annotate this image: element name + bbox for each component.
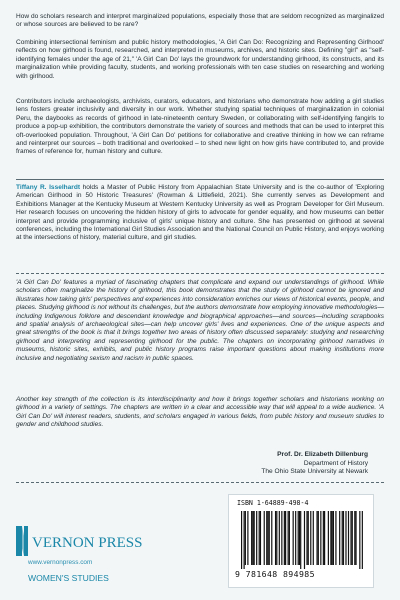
barcode-bar	[362, 511, 363, 569]
barcode-bar	[252, 511, 253, 565]
barcode-bar	[275, 511, 276, 565]
barcode-bar	[281, 511, 282, 565]
author-name: Tiffany R. Isselhardt	[16, 184, 81, 191]
barcode-bar	[359, 511, 360, 569]
barcode-bar	[247, 511, 248, 565]
barcode-bar	[245, 511, 246, 565]
divider-bottom	[16, 482, 384, 483]
barcode-bar	[293, 511, 294, 565]
barcode-bar	[295, 511, 296, 565]
barcode-bar	[260, 511, 261, 565]
barcode-bar	[355, 511, 356, 565]
barcode-bar	[264, 511, 265, 565]
barcode-bar	[339, 511, 340, 565]
reviewer-name: Prof. Dr. Elizabeth Dillenburg	[277, 451, 368, 458]
barcode-bar	[333, 511, 334, 565]
series-label: WOMEN'S STUDIES	[28, 573, 109, 583]
barcode-bar	[316, 511, 317, 565]
barcode-bar	[289, 511, 290, 565]
author-bio-text: holds a Master of Public History from Appalachian State University and is the co-author of 'Exploring American Girlhood in 50 Historic Treasures' (Rowman & Littlefield, 2021). She currently serves as Development and Exhibitions Manager at the Kentucky Museum at Western Kentucky University as well as Program Developer for Girl Museum. Her research focuses on uncovering the hidden history of girls to advocate for gender equality, and how museums can better interpret and provide programming inclusive of girls' unique history and culture. She has presented on girlhood at several conferences, including the International Girl Studies Association and the National Council on Public History, and enjoys working at the intersections of history, material culture, and girl studies.	[16, 184, 384, 242]
barcode-bar	[267, 511, 268, 565]
barcode-bar	[299, 511, 300, 565]
publisher-logo	[16, 524, 166, 563]
barcode-bar	[279, 511, 280, 565]
barcode-bar	[324, 511, 325, 565]
reviewer-department: Department of History	[303, 459, 368, 467]
isbn-barcode	[228, 494, 374, 588]
barcode-bar	[308, 511, 309, 565]
intro-combining: Combining intersectional feminism and public history methodologies, 'A Girl Can Do: Recognizing and Representing Girlhood' reflects on how girlhood is found, researched, and interpreted in museums, archives, and historic sites. Defining "girl" as "self-identifying females under the age of 21," 'A Girl Can Do' lays the groundwork for understanding girlhood, its constructs, and its marginalization while providing faculty, students, and working professionals with ten case studies on researching and working with girlhood.	[16, 39, 384, 80]
publisher-logo-text: VERNON PRESS	[32, 535, 143, 551]
barcode-bar	[352, 511, 353, 565]
barcode-graphic	[241, 511, 363, 569]
review-paragraph-2: Another key strength of the collection is its interdisciplinarity and how it brings together scholars and historians working on girlhood in a variety of settings. The chapters are written in a clear and accessible way that will appeal to a wide audience. 'A Girl Can Do' will interest readers, students, and scholars engaged in various fields, from public history and museum studies to gender and childhood studies.	[16, 396, 384, 429]
isbn-label: ISBN 1-64889-498-4	[237, 499, 309, 507]
barcode-bar	[241, 511, 242, 569]
intro-contributors: Contributors include archaeologists, archivists, curators, educators, and historians who demonstrate how adding a girl studies lens fosters greater inclusivity and diversity in our work. Whether studying spatial techniques of marginalization in colonial Peru, the daybooks as records of girlhood in late-nineteenth century Sweden, or collaborating with self-identifying fangirls to produce a pop-up exhibition, the contributors demonstrate the variety of sources and methods that can be used to interpret this oft-overlooked population. Throughout, 'A Girl Can Do' petitions for collaborative and creative thinking in how we can reframe and reinterpret our sources – both traditional and overlooked – to shed new light on how girls have contributed to, and provide frames of reference for, human history and culture.	[16, 98, 384, 156]
barcode-bar	[350, 511, 351, 565]
barcode-bar	[254, 511, 255, 565]
barcode-bar	[320, 511, 321, 565]
barcode-bar	[276, 511, 277, 565]
barcode-bar	[348, 511, 349, 565]
barcode-bar	[330, 511, 331, 565]
reviewer-institution: The Ohio State University at Newark	[261, 468, 368, 476]
barcode-bar	[251, 511, 252, 565]
divider-review	[16, 273, 384, 274]
barcode-bar	[266, 511, 267, 565]
reviewer-signature	[208, 451, 368, 477]
barcode-bar	[285, 511, 286, 565]
intro-question: How do scholars research and interpret marginalized populations, especially those that are seldom recognized as marginalized or whose sources are believed to be rare?	[16, 13, 384, 29]
barcode-bar	[259, 511, 260, 565]
barcode-bar	[313, 511, 314, 565]
barcode-bar	[343, 511, 344, 565]
barcode-bar	[345, 511, 346, 565]
barcode-bar	[298, 511, 299, 565]
barcode-bar	[342, 511, 343, 565]
barcode-bar	[332, 511, 333, 565]
publisher-url[interactable]: www.vernonpress.com	[28, 559, 93, 566]
barcode-bar	[310, 511, 311, 565]
barcode-bar	[306, 511, 307, 565]
barcode-bar	[256, 511, 257, 565]
author-bio	[16, 184, 384, 243]
review-paragraph-1: 'A Girl Can Do' features a myriad of fascinating chapters that complicate and expand our understandings of girlhood. While scholars often marginalize the history of girlhood, this book demonstrates that the study of girlhood cannot be ignored and illustrates how taking girls' perspectives and experiences into consideration enriches our views of historical events, people, and places. Studying girlhood is not without its challenges, but the authors demonstrate how employing innovative methodologies—including Indigenous folklore and descendant knowledge and biographical approaches—and sources—including scrapbooks and spatial analysis of archaeological sites—can help uncover girls' lives and experiences. One of the unique aspects and great strengths of the book is that it brings together two areas of history often discussed separately: studying and researching girlhood and interpreting and representing girlhood for the public. The chapters on incorporating girlhood narratives in museums, historic sites, exhibits, and public history programs raise important questions about making institutions more inclusive and negotiating sexism and racism in public spaces.	[16, 279, 384, 362]
barcode-bar	[323, 511, 324, 565]
barcode-bar	[288, 511, 289, 565]
divider-top	[16, 179, 384, 180]
barcode-bar	[354, 511, 355, 565]
vernon-press-emblem-icon	[16, 526, 28, 556]
barcode-bar	[335, 511, 336, 565]
barcode-bar	[328, 511, 329, 565]
barcode-bar	[284, 511, 285, 565]
barcode-bar	[271, 511, 272, 565]
isbn-digits: 9 781648 894985	[235, 569, 315, 579]
barcode-bar	[244, 511, 245, 569]
barcode-bar	[318, 511, 319, 565]
barcode-bar	[269, 511, 270, 565]
barcode-bar	[300, 511, 301, 569]
barcode-bar	[304, 511, 305, 569]
